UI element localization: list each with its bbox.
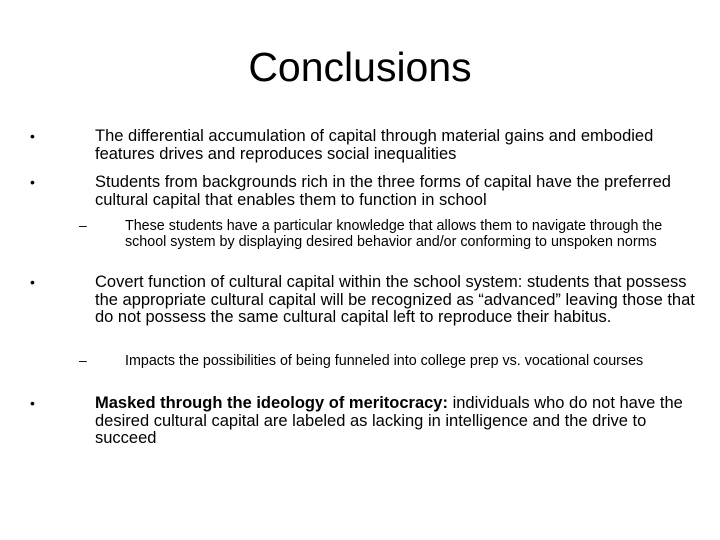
bullet-marker: • [30,395,35,411]
bullet-item-4 [95,395,695,448]
bullet-marker: • [30,128,35,144]
sub-item-3: Impacts the possibilities of being funneled into college prep vs. vocational courses [125,353,644,369]
bullet-item-2: Students from backgrounds rich in the three forms of capital have the preferred cultural capital that enables them to function in school [95,173,671,209]
bullet-marker: • [30,174,35,190]
sub-item-2: These students have a particular knowledge that allows them to navigate through the school system by displaying desired behavior and/or conforming to unspoken norms [125,218,663,251]
dash-marker: – [79,352,87,368]
bullet-item-3: Covert function of cultural capital within the school system: students that possess the appropriate cultural capital will be recognized as “advanced” leaving those that do not possess the same cultural capital left to reproduce their habitus. [95,273,695,327]
bullet-item-4-emphasis: Masked through the ideology of meritocracy: [95,394,448,412]
slide-title: Conclusions [248,44,472,90]
bullet-item-1: The differential accumulation of capital through material gains and embodied features drives and reproduces social inequalities [95,127,654,163]
bullet-item-4-text: individuals who do not have the desired cultural capital are labeled as lacking in intelligence and the drive to succeed [95,394,683,448]
bullet-marker: • [30,274,35,290]
dash-marker: – [79,217,87,233]
